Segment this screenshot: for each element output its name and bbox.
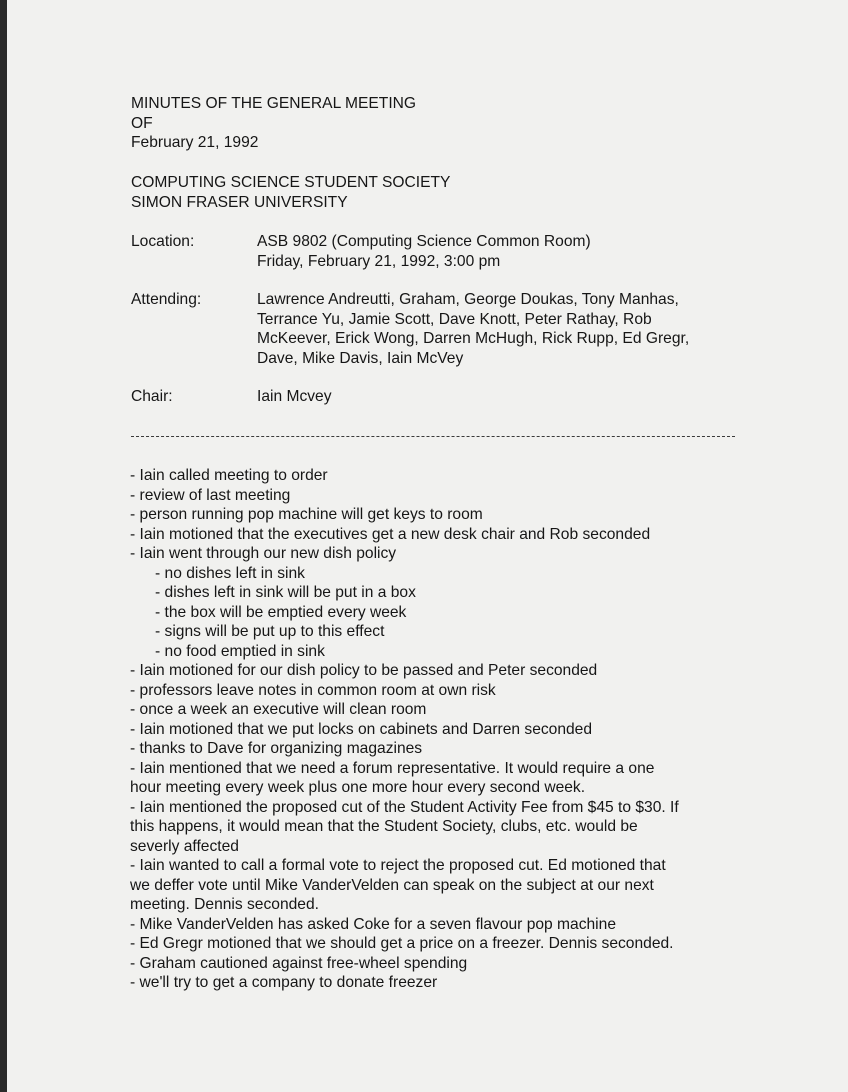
- organization-name: COMPUTING SCIENCE STUDENT SOCIETY: [131, 174, 451, 191]
- minutes-item: - we'll try to get a company to donate freezer: [130, 974, 438, 991]
- minutes-item-continuation: hour meeting every week plus one more hour every second week.: [130, 779, 586, 796]
- minutes-item: - Iain motioned that we put locks on cabinets and Darren seconded: [130, 720, 593, 738]
- minutes-item: - Ed Gregr motioned that we should get a price on a freezer. Dennis seconded.: [130, 935, 674, 952]
- header-date: February 21, 1992: [131, 134, 259, 151]
- attending-line: Terrance Yu, Jamie Scott, Dave Knott, Peter Rathay, Rob: [257, 310, 652, 328]
- minutes-item: - Iain wanted to call a formal vote to reject the proposed cut. Ed motioned that: [130, 857, 666, 874]
- minutes-subitem: - dishes left in sink will be put in a box: [155, 584, 416, 601]
- minutes-item: - review of last meeting: [130, 486, 291, 504]
- attending-value: [257, 290, 689, 368]
- dashed-divider: [131, 436, 735, 437]
- minutes-item-continuation: we deffer vote until Mike VanderVelden can speak on the subject at our next: [130, 876, 654, 894]
- minutes-item: - Iain mentioned that we need a forum representative. It would require a one: [130, 759, 655, 777]
- minutes-item: - Graham cautioned against free-wheel spending: [130, 954, 468, 972]
- minutes-item: - Iain motioned for our dish policy to be passed and Peter seconded: [130, 662, 598, 679]
- minutes-item: - once a week an executive will clean room: [130, 701, 427, 718]
- location-line: ASB 9802 (Computing Science Common Room): [257, 233, 591, 250]
- organization-block: [131, 173, 450, 212]
- location-value: [257, 232, 591, 271]
- minutes-list: [130, 466, 740, 993]
- chair-label: Chair:: [131, 388, 173, 405]
- minutes-subitem: - signs will be put up to this effect: [155, 623, 385, 640]
- location-label: Location:: [131, 233, 195, 250]
- university-name: SIMON FRASER UNIVERSITY: [131, 193, 348, 211]
- minutes-item-continuation: this happens, it would mean that the Student Society, clubs, etc. would be: [130, 818, 638, 835]
- header-title: MINUTES OF THE GENERAL MEETING: [131, 95, 417, 112]
- minutes-subitem: - no food emptied in sink: [155, 642, 325, 660]
- minutes-item-continuation: meeting. Dennis seconded.: [130, 896, 319, 913]
- chair-value: [257, 387, 332, 407]
- minutes-item: - Mike VanderVelden has asked Coke for a seven flavour pop machine: [130, 915, 616, 933]
- minutes-item-continuation: severly affected: [130, 837, 239, 855]
- minutes-item: - Iain went through our new dish policy: [130, 545, 397, 562]
- attending-label: Attending:: [131, 291, 202, 308]
- minutes-item: - person running pop machine will get keys to room: [130, 506, 483, 523]
- attending-line: Lawrence Andreutti, Graham, George Doukas, Tony Manhas,: [257, 291, 679, 308]
- header-of: OF: [131, 114, 153, 132]
- scan-edge: [0, 0, 7, 1092]
- minutes-item: - thanks to Dave for organizing magazines: [130, 740, 423, 757]
- minutes-item: - Iain mentioned the proposed cut of the Student Activity Fee from $45 to $30. If: [130, 798, 679, 816]
- minutes-item: - Iain called meeting to order: [130, 467, 328, 484]
- location-line: Friday, February 21, 1992, 3:00 pm: [257, 252, 501, 270]
- minutes-item: - Iain motioned that the executives get a new desk chair and Rob seconded: [130, 525, 651, 543]
- minutes-subitem: - the box will be emptied every week: [155, 603, 407, 621]
- minutes-subitem: - no dishes left in sink: [155, 564, 305, 582]
- minutes-header: [131, 94, 416, 153]
- chair-name: Iain Mcvey: [257, 388, 332, 405]
- attending-line: McKeever, Erick Wong, Darren McHugh, Rick Rupp, Ed Gregr,: [257, 330, 690, 347]
- minutes-item: - professors leave notes in common room at own risk: [130, 681, 496, 699]
- attending-line: Dave, Mike Davis, Iain McVey: [257, 349, 464, 367]
